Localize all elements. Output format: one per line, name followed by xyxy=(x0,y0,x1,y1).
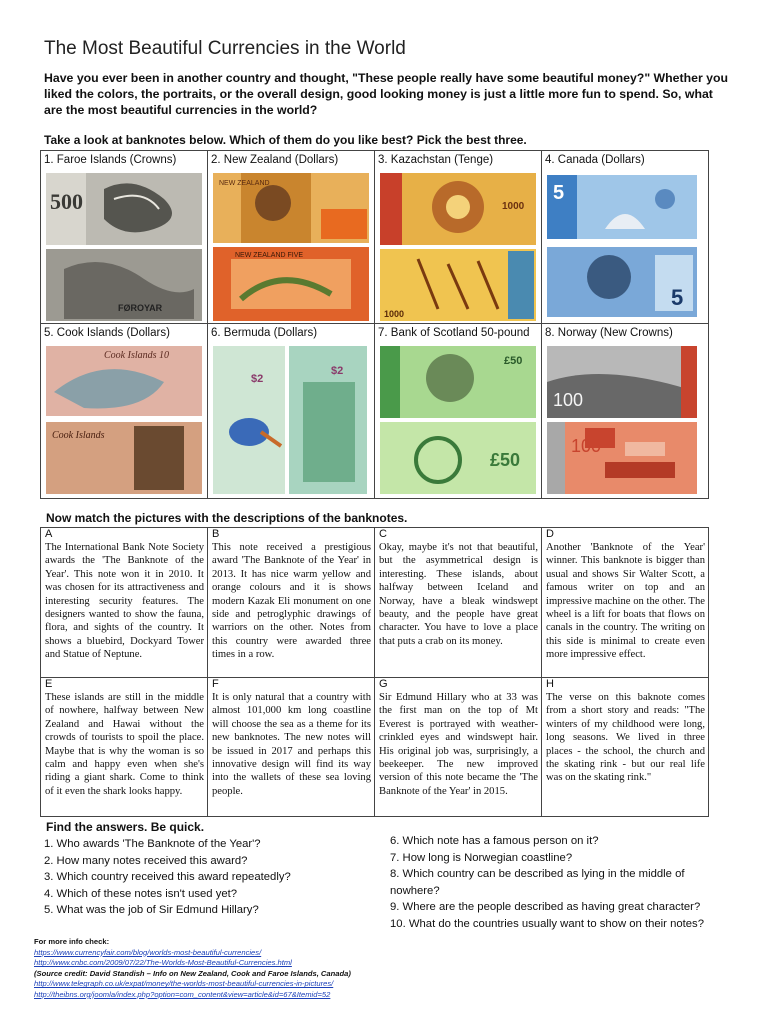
description-letter: F xyxy=(212,678,219,690)
banknote-image-kazakhstan xyxy=(378,169,538,323)
description-c xyxy=(375,528,542,678)
question-item: 5. What was the job of Sir Edmund Hillary? xyxy=(44,904,259,917)
description-text: Another 'Banknote of the Year' winner. This banknote is bigger than usual and shows Sir Walter Scott, a famous writer on top and an impressive machine on the other. The wheel is a lift for boats that flows on canals in the country. The writing on this side is minimal to create even more impressive effect. xyxy=(546,542,705,661)
banknote-label: 2. New Zealand (Dollars) xyxy=(211,154,339,166)
banknote-image-faroe xyxy=(44,169,204,323)
more-info-label: For more info check: xyxy=(34,937,110,946)
banknote-image-norway xyxy=(545,342,705,498)
description-letter: A xyxy=(45,528,53,540)
questions-heading: Find the answers. Be quick. xyxy=(46,820,205,834)
kz-print-top: 1000 xyxy=(502,201,525,212)
description-text: The International Bank Note Society awards the 'The Banknote of the Year'. This note won it in 2010. It was chosen for its attractiveness and interesting security features. The designers wanted to show the fauna, flora, and sights of the country. It shows a bluebird, Dockyard Tower and Statue of Neptune. xyxy=(45,542,204,661)
question-item: 8. Which country can be described as lying in the middle of nowhere? xyxy=(390,868,685,897)
source-credit: (Source credit: David Standish – Info on New Zealand, Cook and Faroe Islands, Canada) xyxy=(34,968,351,978)
banknote-cell-3 xyxy=(375,151,542,324)
nz-print-top: NEW ZEALAND xyxy=(219,180,270,187)
description-e xyxy=(41,678,208,817)
banknote-label: 1. Faroe Islands (Crowns) xyxy=(44,154,177,166)
questions-left-column xyxy=(44,836,374,919)
description-text: It is only natural that a country with almost 101,000 km long coastline will choose the sea as a theme for its new banknotes. The new notes will be issued in 2017 and perhaps this innovative design will find its way into the wallets of these sea loving people. xyxy=(212,692,371,797)
banknote-grid xyxy=(40,150,709,499)
banknote-cell-6 xyxy=(208,324,375,499)
question-item: 10. What do the countries usually want to show on their notes? xyxy=(390,917,704,930)
description-letter: G xyxy=(379,678,388,690)
nz-print-bottom: NEW ZEALAND FIVE xyxy=(235,252,304,259)
description-g xyxy=(375,678,542,817)
question-item: 3. Which country received this award repeatedly? xyxy=(44,871,291,884)
norway-print-bottom: 100 xyxy=(571,436,602,456)
scotland-print-top: £50 xyxy=(504,355,523,367)
description-b xyxy=(208,528,375,678)
bermuda-print-bottom: $2 xyxy=(331,365,344,377)
match-instruction: Now match the pictures with the descriptions of the banknotes. xyxy=(46,511,408,525)
banknote-image-canada xyxy=(545,169,705,323)
banknote-label: 7. Bank of Scotland 50-pound xyxy=(378,327,530,339)
faroe-print-bottom: FØROYAR xyxy=(118,303,163,313)
banknote-label: 6. Bermuda (Dollars) xyxy=(211,327,318,339)
description-a xyxy=(41,528,208,678)
kz-print-bottom: 1000 xyxy=(384,309,405,319)
picture-instruction: Take a look at banknotes below. Which of them do you like best? Pick the best three. xyxy=(44,133,527,147)
banknote-cell-8 xyxy=(542,324,709,499)
question-item: 2. How many notes received this award? xyxy=(44,854,248,867)
banknote-cell-1 xyxy=(41,151,208,324)
question-item: 7. How long is Norwegian coastline? xyxy=(390,851,573,864)
banknote-label: 4. Canada (Dollars) xyxy=(545,154,645,166)
page-title: The Most Beautiful Currencies in the World xyxy=(44,38,406,59)
description-text: Okay, maybe it's not that beautiful, but the asymmetrical design is interesting. These islands, about halfway between Iceland and Norway, have a bleak windswept beauty, and the people have great character. You have to love a place that puts a crab on its money. xyxy=(379,542,538,647)
description-text: These islands are still in the middle of nowhere, halfway between New Zealand and Hawai without the crowds of tourists to spoil the place. Maybe that is why the woman is so calm and happy even when she's riding a giant shark. Come to think of it even the shark looks happy. xyxy=(45,692,204,797)
banknote-label: 3. Kazachstan (Tenge) xyxy=(378,154,494,166)
references-block xyxy=(34,937,351,1001)
question-item: 9. Where are the people described as having great character? xyxy=(390,901,701,914)
description-text: This note received a prestigious award 'The Banknote of the Year' in 2013. It has nice warm yellow and orange colours and it is shows modern Kazak Eli monument on one side and petroglyphic drawings of warriors on the other. Notes from this country were awarded three times in a row. xyxy=(212,542,371,661)
reference-link[interactable]: http://theibns.org/joomla/index.php?option=com_content&view=article&id=67&Itemid=52 xyxy=(34,989,331,999)
banknote-cell-4 xyxy=(542,151,709,324)
question-item: 1. Who awards 'The Banknote of the Year'? xyxy=(44,838,261,850)
question-item: 4. Which of these notes isn't used yet? xyxy=(44,887,238,900)
question-item: 6. Which note has a famous person on it? xyxy=(390,835,599,847)
cook-print-top: Cook Islands 10 xyxy=(104,350,169,361)
description-letter: C xyxy=(379,528,387,540)
descriptions-table xyxy=(40,527,709,817)
bermuda-print-top: $2 xyxy=(251,373,264,385)
canada-print-bottom: 5 xyxy=(671,285,684,310)
banknote-image-scotland xyxy=(378,342,538,498)
faroe-print-top: 500 xyxy=(50,189,83,214)
description-text: Sir Edmund Hillary who at 33 was the first man on the top of Mt Everest is portrayed with weather-crinkled eyes and windswept hair. His original job was, surprisingly, a beekeeper. The new improved version of this note became the 'The Banknote of the Year' in 2015. xyxy=(379,692,538,797)
banknote-cell-5 xyxy=(41,324,208,499)
banknote-image-cook-islands xyxy=(44,342,204,498)
description-d xyxy=(542,528,709,678)
description-text: The verse on this baknote comes from a short story and reads: "The winters of my childhood were long, long seasons. We lived in three places - the school, the church and the skating rink - but our real life was on the skating rink." xyxy=(546,692,705,784)
questions-right-column xyxy=(390,833,735,933)
cook-print-bottom: Cook Islands xyxy=(52,430,105,441)
norway-print-top: 100 xyxy=(553,390,584,410)
description-letter: B xyxy=(212,528,220,540)
description-f xyxy=(208,678,375,817)
intro-paragraph: Have you ever been in another country and thought, "These people really have some beautiful money?" Whether you liked the colors, the portraits, or the overall design, good looking money is just a little more fun to spend. So, what are the most beautiful currencies in the world? xyxy=(44,71,729,117)
description-h xyxy=(542,678,709,817)
banknote-cell-2 xyxy=(208,151,375,324)
banknote-image-bermuda xyxy=(211,342,371,498)
banknote-label: 5. Cook Islands (Dollars) xyxy=(44,327,170,339)
reference-link[interactable]: http://www.telegraph.co.uk/expat/money/the-worlds-most-beautiful-currencies-in-pictures/ xyxy=(34,979,334,989)
description-letter: E xyxy=(45,678,53,690)
canada-print-top: 5 xyxy=(553,182,565,204)
description-letter: D xyxy=(546,528,554,540)
banknote-cell-7 xyxy=(375,324,542,499)
scotland-print-bottom: £50 xyxy=(490,450,521,470)
banknote-image-new-zealand xyxy=(211,169,371,323)
reference-link[interactable]: https://www.currencyfair.com/blog/worlds-most-beautiful-currencies/ xyxy=(34,947,262,957)
reference-link[interactable]: http://www.cnbc.com/2009/07/22/The-Worlds-Most-Beautiful-Currencies.html xyxy=(34,958,292,968)
banknote-label: 8. Norway (New Crowns) xyxy=(545,327,673,339)
description-letter: H xyxy=(546,678,554,690)
